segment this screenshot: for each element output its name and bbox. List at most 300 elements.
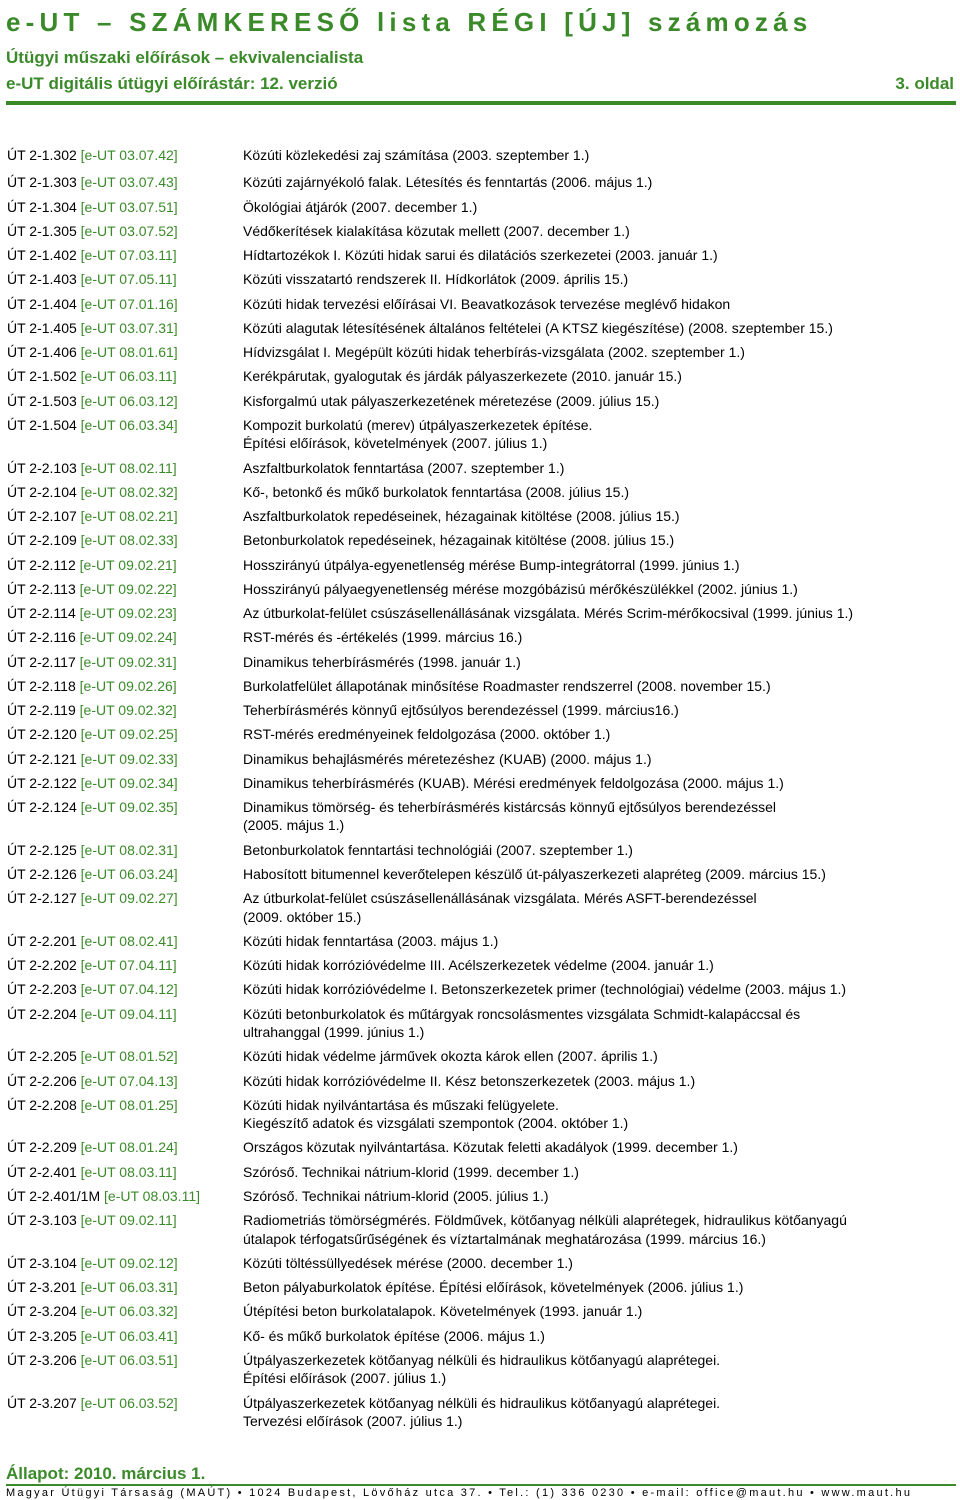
standard-code-cell: [7, 932, 243, 950]
title-line: Dinamikus tömörség- és teherbírásmérés kistárcsás könnyű ejtősúlyos berendezéssel: [243, 799, 777, 816]
list-item: [7, 270, 952, 288]
standard-code-cell: [7, 483, 243, 501]
eut-reference: [e-UT 09.02.27]: [80, 890, 178, 907]
eut-reference: [e-UT 07.05.11]: [80, 271, 177, 288]
eut-reference: [e-UT 07.04.13]: [80, 1072, 178, 1089]
list-item: [7, 956, 952, 974]
standard-title: [243, 367, 952, 385]
list-item: [7, 604, 952, 622]
standard-title: [243, 392, 952, 410]
standard-title: [243, 146, 952, 164]
standard-code: ÚT 2-3.205: [7, 1327, 77, 1344]
entry-list: [7, 146, 952, 1436]
standard-code: ÚT 2-3.201: [7, 1279, 77, 1296]
eut-reference: [e-UT 03.07.31]: [80, 319, 178, 336]
standard-code: ÚT 2-2.121: [7, 750, 77, 767]
title-line: Közúti hidak korrózióvédelme III. Acélszerkezetek védelme (2004. január 1.): [243, 957, 714, 974]
standard-code: ÚT 2-2.104: [7, 483, 77, 500]
eut-reference: [e-UT 07.03.11]: [80, 247, 177, 264]
standard-code-cell: [7, 173, 243, 191]
version-row: [6, 73, 954, 95]
list-item: [7, 1047, 952, 1065]
list-item: [7, 725, 952, 743]
list-item: [7, 416, 952, 453]
title-line: Útpályaszerkezetek kötőanyag nélküli és hidraulikus kötőanyagú alaprétegei.: [243, 1351, 721, 1368]
eut-reference: [e-UT 08.03.11]: [104, 1187, 200, 1204]
standard-code: ÚT 2-1.304: [7, 198, 77, 215]
standard-code: ÚT 2-2.125: [7, 841, 77, 858]
list-item: [7, 483, 952, 501]
title-line: Dinamikus teherbírásmérés (1998. január 1.): [243, 653, 521, 670]
eut-reference: [e-UT 06.03.34]: [80, 416, 178, 433]
eut-reference: [e-UT 08.01.24]: [80, 1139, 178, 1156]
list-item: [7, 980, 952, 998]
standard-code-cell: [7, 1351, 243, 1388]
standard-code: ÚT 2-1.405: [7, 319, 77, 336]
eut-reference: [e-UT 08.02.31]: [80, 841, 178, 858]
eut-reference: [e-UT 08.02.41]: [80, 932, 178, 949]
title-line: Országos közutak nyilvántartása. Közutak feletti akadályok (1999. december 1.): [243, 1139, 738, 1156]
standard-code-cell: [7, 1096, 243, 1133]
page-header: [6, 0, 954, 95]
eut-reference: [e-UT 06.03.52]: [80, 1394, 178, 1411]
standard-title: [243, 1047, 952, 1065]
eut-reference: [e-UT 09.02.31]: [79, 653, 177, 670]
standard-code: ÚT 2-2.116: [7, 629, 76, 646]
standard-title: [243, 889, 952, 926]
standard-title: [243, 701, 952, 719]
standard-code: ÚT 2-3.207: [7, 1394, 77, 1411]
eut-reference: [e-UT 06.03.41]: [80, 1327, 178, 1344]
standard-code-cell: [7, 1163, 243, 1181]
title-line: Közúti hidak korrózióvédelme II. Kész betonszerkezetek (2003. május 1.): [243, 1072, 696, 1089]
title-line: Építési előírások (2007. július 1.): [243, 1370, 447, 1387]
title-line: Kompozit burkolatú (merev) útpályaszerkezetek építése.: [243, 416, 593, 433]
list-item: [7, 1163, 952, 1181]
standard-code: ÚT 2-1.502: [7, 368, 77, 385]
standard-code: ÚT 2-3.103: [7, 1212, 77, 1229]
list-item: [7, 1351, 952, 1388]
list-item: [7, 1096, 952, 1133]
standard-code: ÚT 2-1.504: [7, 416, 77, 433]
list-item: [7, 343, 952, 361]
title-line: Betonburkolatok repedéseinek, hézagainak kitöltése (2008. július 15.): [243, 532, 675, 549]
standard-code-cell: [7, 1394, 243, 1431]
standard-code: ÚT 2-2.202: [7, 957, 77, 974]
standard-title: [243, 677, 952, 695]
standard-code: ÚT 2-2.203: [7, 981, 77, 998]
standard-code-cell: [7, 198, 243, 216]
eut-reference: [e-UT 09.02.26]: [79, 677, 177, 694]
title-line: Habosított bitumennel keverőtelepen készülő út-pályaszerkezeti alapréteg (2009. március 15.): [243, 865, 826, 882]
standard-code: ÚT 2-1.406: [7, 344, 77, 361]
title-line: Beton pályaburkolatok építése. Építési előírások, követelmények (2006. július 1.): [243, 1279, 744, 1296]
standard-code-cell: [7, 1072, 243, 1090]
title-line: útalapok térfogatsűrűségének és víztartalmának meghatározása (1999. március 16.): [243, 1230, 766, 1247]
eut-reference: [e-UT 09.02.11]: [80, 1212, 177, 1229]
standard-title: [243, 270, 952, 288]
standard-title: [243, 774, 952, 792]
standard-title: [243, 319, 952, 337]
eut-reference: [e-UT 07.01.16]: [80, 295, 178, 312]
standard-title: [243, 173, 952, 191]
eut-reference: [e-UT 08.01.52]: [80, 1048, 178, 1065]
standard-code-cell: [7, 980, 243, 998]
standard-code-cell: [7, 628, 243, 646]
standard-code-cell: [7, 1211, 243, 1248]
standard-code: ÚT 2-1.404: [7, 295, 77, 312]
standard-code-cell: [7, 416, 243, 453]
standard-title: [243, 246, 952, 264]
standard-code: ÚT 2-2.204: [7, 1005, 77, 1022]
eut-reference: [e-UT 08.02.11]: [80, 459, 177, 476]
footer-address: Magyar Útügyi Társaság (MAÚT) • 1024 Budapest, Lövőház utca 37. • Tel.: (1) 336 0230 • e-mail: office@maut.hu • www.maut.hu: [6, 1487, 913, 1499]
list-item: [7, 459, 952, 477]
standard-title: [243, 865, 952, 883]
standard-code: ÚT 2-2.206: [7, 1072, 77, 1089]
eut-reference: [e-UT 03.07.42]: [80, 147, 178, 163]
title-line: Aszfaltburkolatok fenntartása (2007. szeptember 1.): [243, 459, 565, 476]
standard-code-cell: [7, 889, 243, 926]
title-line: Szóróső. Technikai nátrium-klorid (2005. július 1.): [243, 1187, 549, 1204]
eut-reference: [e-UT 03.07.51]: [80, 198, 178, 215]
standard-code-cell: [7, 865, 243, 883]
standard-title: [243, 653, 952, 671]
standard-code-cell: [7, 774, 243, 792]
eut-reference: [e-UT 09.02.24]: [79, 629, 177, 646]
standard-code: ÚT 2-2.122: [7, 774, 77, 791]
eut-reference: [e-UT 07.04.12]: [80, 981, 178, 998]
eut-reference: [e-UT 03.07.52]: [80, 222, 178, 239]
title-line: Közúti alagutak létesítésének általános feltételei (A KTSZ kiegészítése) (2008. szeptember 15.): [243, 319, 833, 336]
standard-title: [243, 1278, 952, 1296]
list-item: [7, 198, 952, 216]
list-item: [7, 889, 952, 926]
standard-title: [243, 1394, 952, 1431]
title-line: RST-mérés eredményeinek feldolgozása (2000. október 1.): [243, 726, 611, 743]
eut-reference: [e-UT 09.02.23]: [79, 605, 177, 622]
eut-reference: [e-UT 06.03.11]: [80, 368, 177, 385]
standard-title: [243, 556, 952, 574]
standard-title: [243, 295, 952, 313]
list-item: [7, 367, 952, 385]
standard-title: [243, 725, 952, 743]
standard-code-cell: [7, 319, 243, 337]
eut-reference: [e-UT 08.02.32]: [80, 483, 178, 500]
title-line: Kiegészítő adatok és vizsgálati szempontok (2004. október 1.): [243, 1115, 629, 1132]
standard-title: [243, 1138, 952, 1156]
standard-code-cell: [7, 1005, 243, 1042]
standard-code: ÚT 2-2.113: [7, 580, 76, 597]
standard-code: ÚT 2-2.109: [7, 532, 77, 549]
title-line: (2009. október 15.): [243, 908, 362, 925]
title-line: Az útburkolat-felület csúszásellenállásának vizsgálata. Mérés ASFT-berendezéssel: [243, 890, 757, 907]
standard-title: [243, 1327, 952, 1345]
title-line: Dinamikus behajlásmérés méretezéshez (KUAB) (2000. május 1.): [243, 750, 652, 767]
list-item: [7, 798, 952, 835]
standard-code-cell: [7, 1138, 243, 1156]
standard-code: ÚT 2-2.107: [7, 508, 77, 525]
title-line: Szóróső. Technikai nátrium-klorid (1999. december 1.): [243, 1163, 579, 1180]
standard-code: ÚT 2-2.117: [7, 653, 76, 670]
list-item: [7, 1254, 952, 1272]
document-subtitle: Útügyi műszaki előírások – ekvivalencialista: [6, 48, 364, 67]
list-item: [7, 865, 952, 883]
standard-title: [243, 1254, 952, 1272]
title-line: Közúti hidak fenntartása (2003. május 1.): [243, 932, 499, 949]
standard-code: ÚT 2-2.124: [7, 799, 77, 816]
standard-code-cell: [7, 653, 243, 671]
title-line: Hídtartozékok I. Közúti hidak sarui és dilatációs szerkezetei (2003. január 1.): [243, 247, 718, 264]
standard-code-cell: [7, 580, 243, 598]
standard-code-cell: [7, 677, 243, 695]
standard-title: [243, 1096, 952, 1133]
list-item: [7, 556, 952, 574]
list-item: [7, 750, 952, 768]
standard-code: ÚT 2-1.503: [7, 392, 77, 409]
eut-reference: [e-UT 08.02.21]: [80, 508, 178, 525]
standard-code: ÚT 2-2.205: [7, 1048, 77, 1065]
eut-reference: [e-UT 08.01.25]: [80, 1096, 178, 1113]
title-line: Hosszirányú pályaegyenetlenség mérése mozgóbázisú mérőkészülékkel (2002. június 1.): [243, 580, 798, 597]
standard-title: [243, 531, 952, 549]
list-item: [7, 653, 952, 671]
standard-code: ÚT 2-2.401: [7, 1163, 77, 1180]
title-line: Közúti betonburkolatok és műtárgyak roncsolásmentes vizsgálata Schmidt-kalapáccsal és: [243, 1005, 801, 1022]
title-line: Közúti töltéssüllyedések mérése (2000. december 1.): [243, 1254, 573, 1271]
title-line: Kerékpárutak, gyalogutak és járdák pályaszerkezete (2010. január 15.): [243, 368, 682, 385]
version-label: e-UT digitális útügyi előírástár: 12. verzió: [6, 74, 338, 93]
title-line: Radiometriás tömörségmérés. Földművek, kötőanyag nélküli alaprétegek, hidraulikus kötőanyagú: [243, 1212, 847, 1229]
standard-code: ÚT 2-2.201: [7, 932, 77, 949]
standard-code-cell: [7, 1302, 243, 1320]
list-item: [7, 1394, 952, 1431]
standard-code-cell: [7, 701, 243, 719]
title-line: Betonburkolatok fenntartási technológiái (2007. szeptember 1.): [243, 841, 633, 858]
list-item: [7, 1005, 952, 1042]
standard-code: ÚT 2-3.206: [7, 1351, 77, 1368]
standard-code-cell: [7, 270, 243, 288]
standard-code-cell: [7, 956, 243, 974]
title-line: Burkolatfelület állapotának minősítése Roadmaster rendszerrel (2008. november 15.): [243, 677, 771, 694]
eut-reference: [e-UT 08.03.11]: [80, 1163, 177, 1180]
standard-title: [243, 1187, 952, 1205]
list-item: [7, 173, 952, 191]
standard-code: ÚT 2-1.402: [7, 247, 77, 264]
eut-reference: [e-UT 09.02.35]: [80, 799, 178, 816]
standard-code-cell: [7, 459, 243, 477]
footer-rule: [6, 1484, 956, 1486]
list-item: [7, 774, 952, 792]
standard-code: ÚT 2-2.118: [7, 677, 76, 694]
standard-title: [243, 980, 952, 998]
standard-code-cell: [7, 1278, 243, 1296]
standard-code: ÚT 2-1.302: [7, 147, 77, 163]
title-line: Dinamikus teherbírásmérés (KUAB). Mérési eredmények feldolgozása (2000. május 1.): [243, 774, 784, 791]
list-item: [7, 531, 952, 549]
title-line: RST-mérés és -értékelés (1999. március 16.): [243, 629, 523, 646]
title-line: Közúti hidak tervezési előírásai VI. Beavatkozások tervezése meglévő hidakon: [243, 295, 731, 312]
standard-code-cell: [7, 222, 243, 240]
title-line: Közúti hidak korrózióvédelme I. Betonszerkezetek primer (technológiai) védelme (2003. május 1.): [243, 981, 847, 998]
eut-reference: [e-UT 09.02.32]: [79, 702, 177, 719]
eut-reference: [e-UT 06.03.51]: [80, 1351, 178, 1368]
standard-title: [243, 1351, 952, 1388]
title-line: Közúti visszatartó rendszerek II. Hídkorlátok (2009. április 15.): [243, 271, 629, 288]
title-line: Közúti hidak védelme járművek okozta károk ellen (2007. április 1.): [243, 1048, 658, 1065]
title-line: Útépítési beton burkolatalapok. Követelmények (1993. január 1.): [243, 1303, 643, 1320]
list-item: [7, 1138, 952, 1156]
title-line: Kő-, betonkő és műkő burkolatok fenntartása (2008. július 15.): [243, 483, 629, 500]
standard-code: ÚT 2-1.403: [7, 271, 77, 288]
list-item: [7, 507, 952, 525]
standard-code: ÚT 2-1.303: [7, 174, 77, 191]
standard-code-cell: [7, 1187, 243, 1205]
eut-reference: [e-UT 09.02.33]: [80, 750, 178, 767]
eut-reference: [e-UT 07.04.11]: [80, 957, 177, 974]
standard-code-cell: [7, 246, 243, 264]
list-item: [7, 932, 952, 950]
list-item: [7, 1278, 952, 1296]
standard-code-cell: [7, 295, 243, 313]
standard-code: ÚT 2-2.103: [7, 459, 77, 476]
eut-reference: [e-UT 09.02.34]: [80, 774, 178, 791]
standard-title: [243, 1163, 952, 1181]
standard-title: [243, 416, 952, 453]
standard-title: [243, 956, 952, 974]
standard-title: [243, 750, 952, 768]
standard-code: ÚT 2-2.127: [7, 890, 77, 907]
standard-title: [243, 1302, 952, 1320]
standard-code: ÚT 2-1.305: [7, 222, 77, 239]
eut-reference: [e-UT 06.03.31]: [80, 1279, 178, 1296]
standard-code: ÚT 2-2.126: [7, 865, 77, 882]
list-item: [7, 1072, 952, 1090]
header-rule: [6, 101, 956, 105]
eut-reference: [e-UT 08.02.33]: [80, 532, 178, 549]
standard-title: [243, 798, 952, 835]
standard-code: ÚT 2-2.209: [7, 1139, 77, 1156]
standard-title: [243, 483, 952, 501]
list-item: [7, 1302, 952, 1320]
list-item: [7, 1211, 952, 1248]
eut-reference: [e-UT 09.02.22]: [79, 580, 177, 597]
standard-code-cell: [7, 146, 243, 164]
list-item: [7, 841, 952, 859]
title-line: Kő- és műkő burkolatok építése (2006. május 1.): [243, 1327, 545, 1344]
standard-code: ÚT 2-2.120: [7, 726, 77, 743]
standard-code: ÚT 2-2.401/1M: [7, 1187, 101, 1204]
standard-code: ÚT 2-2.119: [7, 702, 76, 719]
standard-title: [243, 841, 952, 859]
list-item: [7, 628, 952, 646]
standard-title: [243, 1005, 952, 1042]
title-line: Építési előírások, követelmények (2007. július 1.): [243, 435, 548, 452]
standard-title: [243, 932, 952, 950]
list-item: [7, 246, 952, 264]
standard-code-cell: [7, 531, 243, 549]
list-item: [7, 1187, 952, 1205]
list-item: [7, 295, 952, 313]
list-item: [7, 319, 952, 337]
eut-reference: [e-UT 09.02.12]: [80, 1254, 178, 1271]
status-date: Állapot: 2010. március 1.: [6, 1464, 206, 1483]
title-line: Aszfaltburkolatok repedéseinek, hézagainak kitöltése (2008. július 15.): [243, 508, 680, 525]
standard-code-cell: [7, 750, 243, 768]
document-title: e-UT – SZÁMKERESŐ lista RÉGI [ÚJ] számozás: [6, 7, 813, 37]
title-line: (2005. május 1.): [243, 817, 345, 834]
eut-reference: [e-UT 08.01.61]: [80, 344, 178, 361]
standard-code: ÚT 2-2.114: [7, 605, 76, 622]
standard-code: ÚT 2-3.204: [7, 1303, 77, 1320]
standard-code-cell: [7, 1327, 243, 1345]
eut-reference: [e-UT 09.04.11]: [80, 1005, 177, 1022]
eut-reference: [e-UT 03.07.43]: [80, 174, 178, 191]
title-line: Védőkerítések kialakítása közutak mellett (2007. december 1.): [243, 222, 630, 239]
title-line: Kisforgalmú utak pályaszerkezetének méretezése (2009. július 15.): [243, 392, 660, 409]
standard-code-cell: [7, 798, 243, 835]
standard-title: [243, 343, 952, 361]
standard-title: [243, 604, 952, 622]
title-line: Közúti közlekedési zaj számítása (2003. szeptember 1.): [243, 147, 590, 163]
eut-reference: [e-UT 06.03.12]: [80, 392, 178, 409]
eut-reference: [e-UT 09.02.21]: [79, 556, 177, 573]
standard-title: [243, 580, 952, 598]
standard-code: ÚT 2-2.208: [7, 1096, 77, 1113]
standard-code-cell: [7, 1047, 243, 1065]
standard-title: [243, 459, 952, 477]
title-line: Hídvizsgálat I. Megépült közúti hidak teherbírás-vizsgálata (2002. szeptember 1.): [243, 344, 745, 361]
standard-code-cell: [7, 841, 243, 859]
standard-title: [243, 198, 952, 216]
eut-reference: [e-UT 06.03.32]: [80, 1303, 178, 1320]
page-number: 3. oldal: [895, 74, 954, 93]
list-item: [7, 222, 952, 240]
standard-code-cell: [7, 725, 243, 743]
title-line: Teherbírásmérés könnyű ejtősúlyos berendezéssel (1999. március16.): [243, 702, 679, 719]
standard-code: ÚT 2-2.112: [7, 556, 76, 573]
standard-title: [243, 628, 952, 646]
title-line: Útpályaszerkezetek kötőanyag nélküli és hidraulikus kötőanyagú alaprétegei.: [243, 1394, 721, 1411]
standard-code-cell: [7, 507, 243, 525]
eut-reference: [e-UT 09.02.25]: [80, 726, 178, 743]
standard-code-cell: [7, 1254, 243, 1272]
title-line: Hosszirányú útpálya-egyenetlenség mérése Bump-integrátorral (1999. június 1.): [243, 556, 740, 573]
standard-title: [243, 1072, 952, 1090]
standard-title: [243, 222, 952, 240]
title-line: Tervezési előírások (2007. július 1.): [243, 1412, 463, 1429]
title-line: Az útburkolat-felület csúszásellenállásának vizsgálata. Mérés Scrim-mérőkocsival (1999. június 1.): [243, 605, 854, 622]
list-item: [7, 1327, 952, 1345]
title-line: Ökológiai átjárók (2007. december 1.): [243, 198, 478, 215]
title-line: Közúti hidak nyilvántartása és műszaki felügyelete.: [243, 1096, 559, 1113]
list-item: [7, 392, 952, 410]
standard-code: ÚT 2-3.104: [7, 1254, 77, 1271]
standard-title: [243, 1211, 952, 1248]
standard-code-cell: [7, 392, 243, 410]
list-item: [7, 701, 952, 719]
standard-code-cell: [7, 556, 243, 574]
list-item: [7, 146, 952, 164]
title-line: Közúti zajárnyékoló falak. Létesítés és fenntartás (2006. május 1.): [243, 174, 653, 191]
standard-title: [243, 507, 952, 525]
list-item: [7, 677, 952, 695]
standard-code-cell: [7, 604, 243, 622]
title-line: ultrahanggal (1999. június 1.): [243, 1024, 425, 1041]
eut-reference: [e-UT 06.03.24]: [80, 865, 178, 882]
standard-code-cell: [7, 367, 243, 385]
standard-code-cell: [7, 343, 243, 361]
